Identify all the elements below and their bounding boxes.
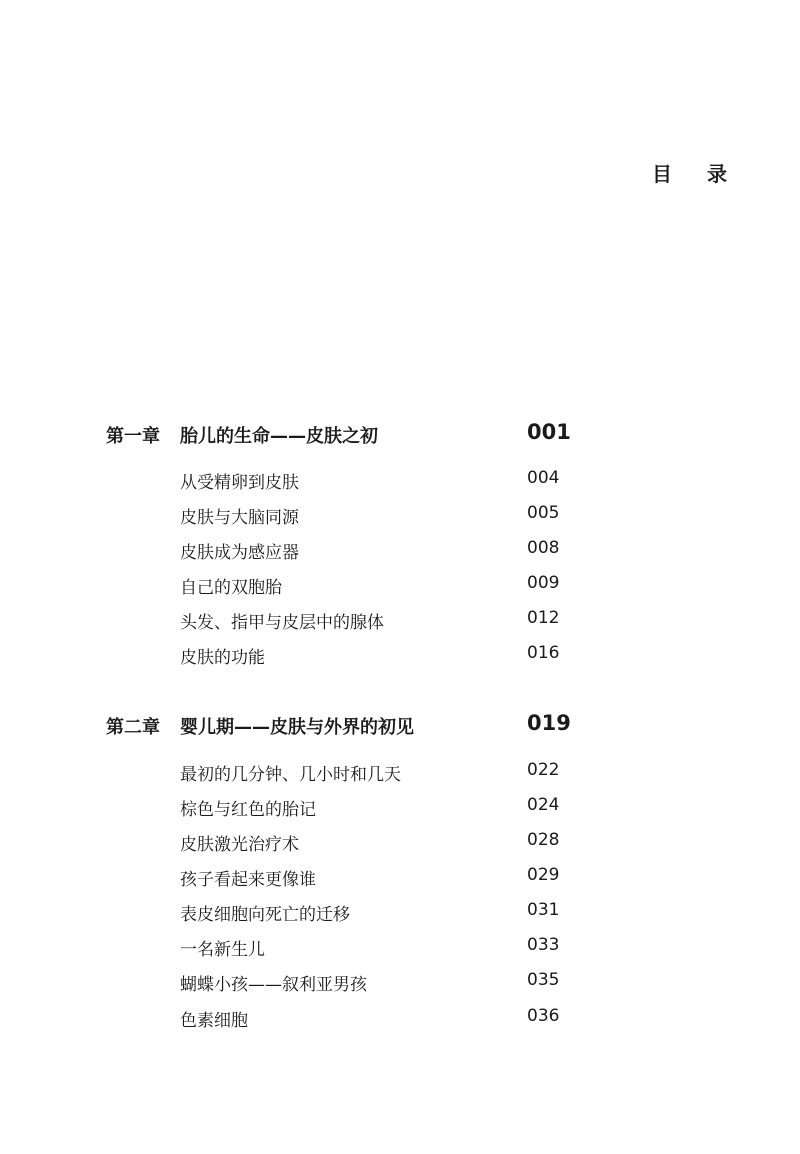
toc-entry[interactable] [0, 900, 800, 926]
toc-entry[interactable] [0, 865, 800, 891]
entry-title: 从受精卵到皮肤 [180, 473, 299, 493]
toc-entry[interactable] [0, 538, 800, 564]
chapter-number: 第一章 [106, 426, 160, 447]
entry-page-number: 029 [527, 865, 560, 885]
chapter-page-number: 019 [527, 711, 571, 735]
entry-page-number: 008 [527, 538, 560, 558]
chapter-heading[interactable] [0, 422, 800, 452]
entry-title: 孩子看起来更像谁 [180, 870, 316, 890]
entry-page-number: 009 [527, 573, 560, 593]
entry-title: 皮肤成为感应器 [180, 543, 299, 563]
page-title: 目 录 [652, 162, 741, 186]
entry-title: 皮肤激光治疗术 [180, 835, 299, 855]
entry-title: 一名新生儿 [180, 940, 265, 960]
toc-entry[interactable] [0, 970, 800, 996]
entry-title: 表皮细胞向死亡的迁移 [180, 905, 350, 925]
entry-page-number: 036 [527, 1006, 560, 1026]
toc-entry[interactable] [0, 935, 800, 961]
toc-entry[interactable] [0, 608, 800, 634]
toc-entry[interactable] [0, 760, 800, 786]
entry-page-number: 028 [527, 830, 560, 850]
entry-page-number: 016 [527, 643, 560, 663]
entry-title: 头发、指甲与皮层中的腺体 [180, 613, 384, 633]
entry-page-number: 012 [527, 608, 560, 628]
chapter-heading[interactable] [0, 713, 800, 743]
entry-title: 色素细胞 [180, 1011, 248, 1031]
chapter-title: 婴儿期——皮肤与外界的初见 [180, 717, 414, 738]
entry-page-number: 022 [527, 760, 560, 780]
entry-title: 棕色与红色的胎记 [180, 800, 316, 820]
entry-page-number: 035 [527, 970, 560, 990]
chapter-page-number: 001 [527, 420, 571, 444]
toc-entry[interactable] [0, 573, 800, 599]
entry-page-number: 031 [527, 900, 560, 920]
toc-entry[interactable] [0, 503, 800, 529]
toc-entry[interactable] [0, 468, 800, 494]
entry-page-number: 004 [527, 468, 560, 488]
toc-entry[interactable] [0, 830, 800, 856]
toc-entry[interactable] [0, 1006, 800, 1032]
entry-title: 最初的几分钟、几小时和几天 [180, 765, 401, 785]
entry-page-number: 024 [527, 795, 560, 815]
chapter-number: 第二章 [106, 717, 160, 738]
entry-page-number: 033 [527, 935, 560, 955]
toc-entry[interactable] [0, 795, 800, 821]
entry-page-number: 005 [527, 503, 560, 523]
chapter-title: 胎儿的生命——皮肤之初 [180, 426, 378, 447]
entry-title: 自己的双胞胎 [180, 578, 282, 598]
entry-title: 皮肤与大脑同源 [180, 508, 299, 528]
entry-title: 蝴蝶小孩——叙利亚男孩 [180, 975, 367, 995]
toc-entry[interactable] [0, 643, 800, 669]
entry-title: 皮肤的功能 [180, 648, 265, 668]
